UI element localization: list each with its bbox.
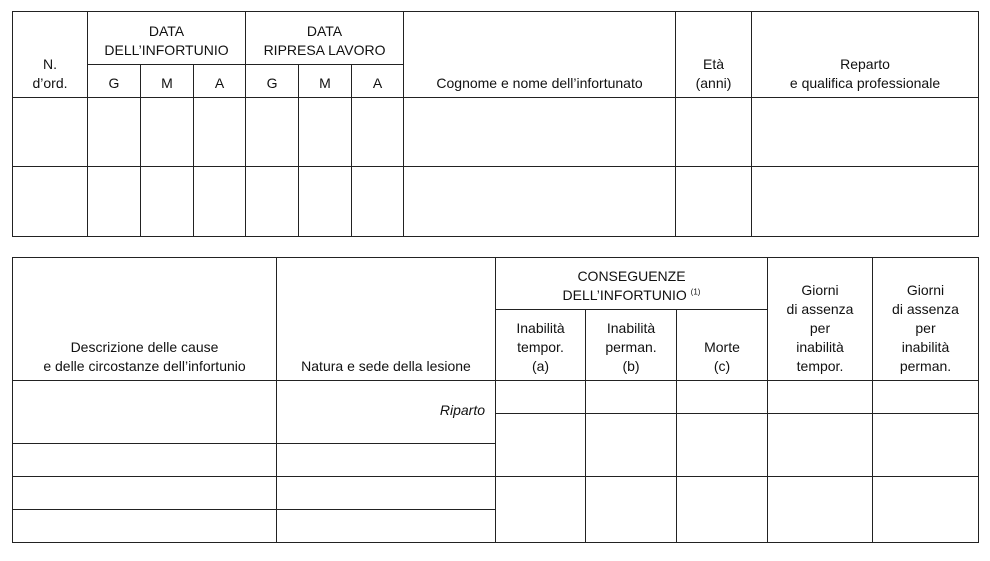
cell-ripresa-a[interactable] [352,98,404,167]
cell-eta[interactable] [676,98,752,167]
cell-natura-sede[interactable] [277,477,496,510]
cell-cognome-nome[interactable] [404,167,676,237]
header-ripresa-g: G [246,65,299,98]
header-data-ripresa: DATA RIPRESA LAVORO [246,12,404,65]
header-giorni-perman: Giorni di assenza per inabilità perman. [873,258,979,381]
header-infortunio-a: A [194,65,246,98]
cell-giorni-perman[interactable] [873,381,979,414]
table-row [13,98,979,167]
cell-descrizione[interactable] [13,444,277,477]
header-inabilita-tempor: Inabilità tempor. (a) [496,310,586,381]
header-eta: Età (anni) [676,12,752,98]
riparto-label: Riparto [277,381,496,444]
table-row [13,477,979,510]
cell-descrizione[interactable] [13,477,277,510]
footnote-marker: (1) [690,287,701,297]
header-data-infortunio: DATA DELL’INFORTUNIO [88,12,246,65]
cell-ripresa-a[interactable] [352,167,404,237]
cell-ripresa-m[interactable] [299,98,352,167]
cell-ripresa-g[interactable] [246,98,299,167]
cell-cognome-nome[interactable] [404,98,676,167]
cell-giorni-tempor[interactable] [768,381,873,414]
cell-infortunio-a[interactable] [194,98,246,167]
header-giorni-tempor: Giorni di assenza per inabilità tempor. [768,258,873,381]
header-ripresa-m: M [299,65,352,98]
cell-n-ord[interactable] [13,98,88,167]
cell-morte[interactable] [677,477,768,543]
infortunio-table-bottom [12,257,979,543]
cell-n-ord[interactable] [13,167,88,237]
cell-inabilita-tempor[interactable] [496,477,586,543]
cell-descrizione[interactable] [13,381,277,444]
cell-reparto[interactable] [752,167,979,237]
cell-infortunio-g[interactable] [88,98,141,167]
header-ripresa-a: A [352,65,404,98]
cell-natura-sede[interactable] [277,444,496,477]
cell-morte[interactable] [677,414,768,477]
header-descrizione: Descrizione delle cause e delle circostanze dell’infortunio [13,258,277,381]
cell-giorni-tempor[interactable] [768,477,873,543]
cell-morte[interactable] [677,381,768,414]
header-morte: Morte (c) [677,310,768,381]
cell-ripresa-g[interactable] [246,167,299,237]
table-row [13,381,979,414]
cell-inabilita-perman[interactable] [586,414,677,477]
infortunio-table-top [12,11,979,237]
cell-infortunio-m[interactable] [141,167,194,237]
cell-infortunio-g[interactable] [88,167,141,237]
header-reparto: Reparto e qualifica professionale [752,12,979,98]
header-inabilita-perman: Inabilità perman. (b) [586,310,677,381]
cell-infortunio-m[interactable] [141,98,194,167]
header-infortunio-g: G [88,65,141,98]
cell-infortunio-a[interactable] [194,167,246,237]
cell-inabilita-perman[interactable] [586,477,677,543]
cell-ripresa-m[interactable] [299,167,352,237]
header-cognome-nome: Cognome e nome dell’infortunato [404,12,676,98]
cell-descrizione[interactable] [13,510,277,543]
header-n-ord: N. d’ord. [13,12,88,98]
table-row [13,167,979,237]
cell-eta[interactable] [676,167,752,237]
cell-giorni-perman[interactable] [873,477,979,543]
header-natura-sede: Natura e sede della lesione [277,258,496,381]
header-conseguenze: CONSEGUENZE DELL’INFORTUNIO $^{(1)}$ [496,258,768,310]
cell-giorni-perman[interactable] [873,414,979,477]
cell-inabilita-perman[interactable] [586,381,677,414]
cell-giorni-tempor[interactable] [768,414,873,477]
cell-natura-sede[interactable] [277,510,496,543]
cell-reparto[interactable] [752,98,979,167]
header-infortunio-m: M [141,65,194,98]
cell-inabilita-tempor[interactable] [496,381,586,414]
cell-inabilita-tempor[interactable] [496,414,586,477]
